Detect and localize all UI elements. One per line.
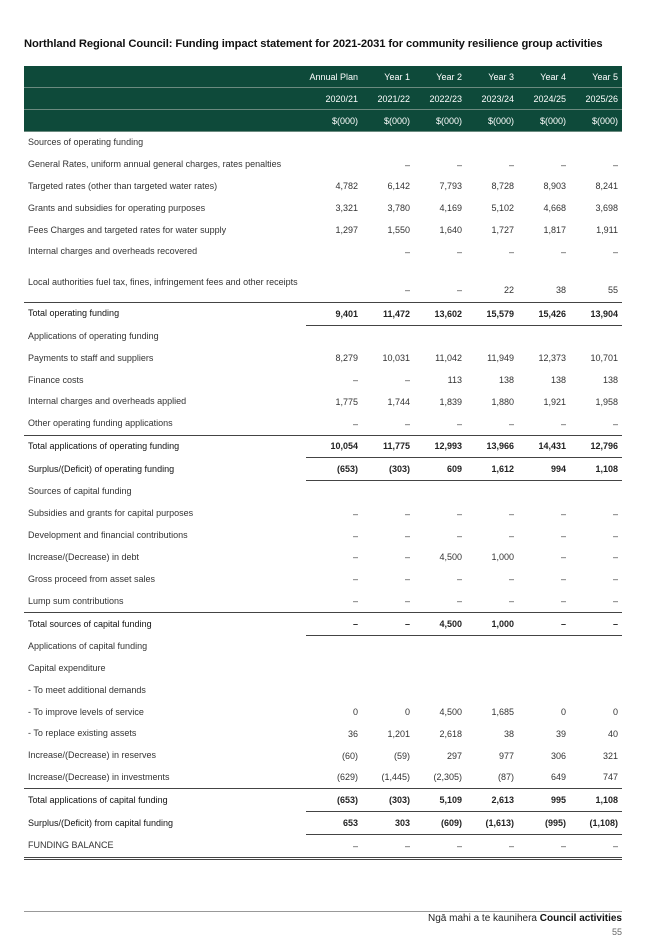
value-cell: [518, 679, 570, 701]
value-cell: 9,401: [306, 302, 362, 325]
value-cell: [362, 481, 414, 503]
table-row: [24, 789, 622, 812]
table-row: [24, 391, 622, 413]
value-cell: 0: [612, 707, 618, 718]
value-cell: 1,911: [596, 225, 618, 236]
value-cell: 1,000: [466, 612, 518, 635]
value-cell: –: [362, 612, 414, 635]
table-row: [24, 547, 622, 569]
value-cell: –: [612, 552, 618, 563]
value-cell: 297: [446, 750, 462, 761]
value-cell: –: [414, 590, 466, 612]
value-cell: [518, 481, 570, 503]
value-cell: –: [518, 612, 570, 635]
value-cell: 609: [414, 458, 466, 481]
table-body: [24, 132, 622, 859]
value-cell: –: [560, 508, 566, 519]
header-row-years: [24, 88, 622, 110]
value-cell: –: [612, 574, 618, 585]
value-cell: [306, 263, 362, 303]
value-cell: 13,966: [466, 435, 518, 458]
value-cell: 11,042: [435, 353, 462, 364]
value-cell: 14,431: [518, 435, 570, 458]
header-cell: 2024/25: [518, 88, 570, 110]
table-row: [24, 325, 622, 347]
value-cell: 12,796: [570, 435, 622, 458]
header-cell: [24, 88, 306, 110]
value-cell: –: [414, 834, 466, 858]
value-cell: 1,775: [335, 396, 358, 407]
value-cell: 0: [352, 707, 358, 718]
funding-impact-table: [24, 66, 622, 860]
value-cell: 1,612: [466, 458, 518, 481]
value-cell: –: [508, 246, 514, 257]
table-row: [24, 481, 622, 503]
value-cell: –: [404, 574, 410, 585]
table-row: [24, 568, 622, 590]
value-cell: 5,109: [414, 789, 466, 812]
table-row: [24, 154, 622, 176]
value-cell: 994: [518, 458, 570, 481]
value-cell: –: [518, 834, 570, 858]
value-cell: (303): [362, 789, 414, 812]
value-cell: [466, 481, 518, 503]
value-cell: –: [570, 834, 622, 858]
table-row: [24, 503, 622, 525]
value-cell: [306, 635, 362, 657]
value-cell: 3,321: [335, 203, 358, 214]
value-cell: –: [560, 159, 566, 170]
value-cell: –: [352, 530, 358, 541]
row-label: Total applications of capital funding: [28, 794, 168, 805]
value-cell: 0: [404, 707, 410, 718]
value-cell: 1,839: [439, 396, 462, 407]
value-cell: –: [612, 508, 618, 519]
row-label: Applications of capital funding: [28, 640, 148, 651]
table-row: [24, 176, 622, 198]
value-cell: (60): [341, 750, 358, 761]
table-row: [24, 612, 622, 635]
value-cell: 113: [447, 375, 462, 386]
value-cell: –: [306, 413, 362, 435]
value-cell: (609): [414, 812, 466, 835]
value-cell: 15,579: [466, 302, 518, 325]
value-cell: [414, 481, 466, 503]
value-cell: –: [414, 413, 466, 435]
row-label: Sources of operating funding: [28, 137, 144, 148]
footer-divider: [24, 911, 622, 912]
value-cell: –: [518, 590, 570, 612]
value-cell: [362, 325, 414, 347]
row-label: - To improve levels of service: [28, 706, 144, 717]
value-cell: 11,472: [362, 302, 414, 325]
value-cell: 10,701: [590, 353, 618, 364]
value-cell: 995: [518, 789, 570, 812]
table-row: [24, 635, 622, 657]
table-row: [24, 834, 622, 858]
value-cell: 4,169: [439, 203, 462, 214]
value-cell: –: [362, 834, 414, 858]
value-cell: –: [466, 413, 518, 435]
value-cell: –: [362, 590, 414, 612]
value-cell: [570, 635, 622, 657]
table-row: [24, 219, 622, 241]
value-cell: [518, 132, 570, 154]
value-cell: [362, 635, 414, 657]
value-cell: –: [570, 413, 622, 435]
row-label: FUNDING BALANCE: [24, 834, 306, 858]
value-cell: –: [404, 159, 410, 170]
header-cell: $(000): [518, 110, 570, 132]
value-cell: –: [456, 159, 462, 170]
value-cell: (1,613): [466, 812, 518, 835]
value-cell: (303): [362, 458, 414, 481]
value-cell: (629): [306, 767, 362, 789]
value-cell: –: [352, 552, 358, 563]
value-cell: 1,685: [491, 707, 514, 718]
row-label: Increase/(Decrease) in reserves: [28, 750, 157, 761]
row-label: Internal charges and overheads applied: [28, 396, 187, 407]
value-cell: 40: [607, 728, 618, 739]
value-cell: 12,373: [538, 353, 566, 364]
value-cell: –: [466, 834, 518, 858]
table-row: [24, 132, 622, 154]
header-cell: 2022/23: [414, 88, 466, 110]
value-cell: –: [612, 246, 618, 257]
value-cell: –: [612, 159, 618, 170]
value-cell: [306, 679, 362, 701]
value-cell: [570, 325, 622, 347]
value-cell: –: [404, 530, 410, 541]
value-cell: 138: [550, 375, 566, 386]
value-cell: 22: [466, 263, 518, 303]
table-row: [24, 435, 622, 458]
page-number: 55: [611, 927, 622, 937]
table-row: [24, 197, 622, 219]
value-cell: –: [508, 530, 514, 541]
value-cell: –: [306, 834, 362, 858]
value-cell: [466, 658, 518, 680]
value-cell: 1,000: [491, 552, 514, 563]
row-label: Targeted rates (other than targeted water rates): [28, 180, 218, 191]
header-cell: Year 4: [518, 66, 570, 88]
value-cell: 1,297: [335, 225, 358, 236]
value-cell: 4,668: [543, 203, 566, 214]
value-cell: 7,793: [439, 181, 462, 192]
table-row: [24, 679, 622, 701]
value-cell: 8,903: [543, 181, 566, 192]
value-cell: –: [570, 612, 622, 635]
value-cell: 1,880: [491, 396, 514, 407]
value-cell: –: [508, 574, 514, 585]
value-cell: [414, 132, 466, 154]
table-row: [24, 347, 622, 369]
table-row: [24, 745, 622, 767]
value-cell: (1,108): [570, 812, 622, 835]
row-label: Finance costs: [28, 374, 84, 385]
value-cell: [306, 658, 362, 680]
row-label: Sources of capital funding: [28, 486, 132, 497]
value-cell: 1,550: [387, 225, 410, 236]
table-row: [24, 458, 622, 481]
value-cell: –: [306, 612, 362, 635]
table-row: [24, 369, 622, 391]
value-cell: 1,108: [570, 458, 622, 481]
value-cell: 39: [555, 728, 566, 739]
value-cell: 55: [570, 263, 622, 303]
value-cell: –: [456, 246, 462, 257]
value-cell: 1,817: [543, 225, 566, 236]
value-cell: 977: [498, 750, 514, 761]
value-cell: [518, 325, 570, 347]
value-cell: 321: [602, 750, 618, 761]
value-cell: 1,108: [570, 789, 622, 812]
table-row: [24, 525, 622, 547]
header-cell: 2025/26: [570, 88, 622, 110]
row-label: General Rates, uniform annual general charges, rates penalties: [28, 159, 282, 170]
value-cell: [466, 325, 518, 347]
header-cell: 2023/24: [466, 88, 518, 110]
header-row-units: [24, 110, 622, 132]
value-cell: –: [466, 590, 518, 612]
row-label: Subsidies and grants for capital purposes: [28, 508, 194, 519]
value-cell: 2,613: [466, 789, 518, 812]
value-cell: [306, 154, 362, 176]
footer-text: Ngā mahi a te kaunihera: [428, 913, 537, 924]
value-cell: 38: [518, 263, 570, 303]
footer-section: Council activities: [539, 913, 622, 924]
row-label: Surplus/(Deficit) from capital funding: [28, 817, 174, 828]
header-cell: 2021/22: [362, 88, 414, 110]
value-cell: 1,640: [439, 225, 462, 236]
page-title: Northland Regional Council: Funding impact statement for 2021-2031 for community resilience group activities: [24, 38, 603, 50]
row-label: Development and financial contributions: [28, 530, 188, 541]
row-label: Other operating funding applications: [24, 413, 306, 435]
header-cell: Year 5: [570, 66, 622, 88]
value-cell: –: [570, 590, 622, 612]
value-cell: 306: [550, 750, 566, 761]
value-cell: [414, 635, 466, 657]
value-cell: –: [560, 530, 566, 541]
value-cell: 2,618: [439, 728, 462, 739]
row-label: - To replace existing assets: [28, 728, 137, 739]
row-label: Increase/(Decrease) in debt: [28, 551, 140, 562]
row-label: Payments to staff and suppliers: [28, 352, 154, 363]
header-cell: Year 3: [466, 66, 518, 88]
table-row: [24, 658, 622, 680]
value-cell: –: [352, 508, 358, 519]
value-cell: –: [560, 574, 566, 585]
value-cell: –: [306, 590, 362, 612]
value-cell: 1,958: [595, 396, 618, 407]
value-cell: (653): [306, 458, 362, 481]
value-cell: –: [404, 375, 410, 386]
row-label: Total operating funding: [28, 308, 120, 319]
value-cell: [466, 132, 518, 154]
value-cell: [362, 132, 414, 154]
value-cell: –: [456, 530, 462, 541]
row-label: Grants and subsidies for operating purposes: [28, 202, 206, 213]
value-cell: –: [404, 246, 410, 257]
value-cell: 8,241: [595, 181, 618, 192]
header-row-period: [24, 66, 622, 88]
value-cell: 0: [560, 707, 566, 718]
value-cell: 1,921: [543, 396, 566, 407]
value-cell: [570, 658, 622, 680]
row-label: Increase/(Decrease) in investments: [24, 767, 306, 789]
value-cell: –: [352, 375, 358, 386]
value-cell: 36: [347, 728, 358, 739]
value-cell: 12,993: [414, 435, 466, 458]
value-cell: –: [352, 574, 358, 585]
value-cell: [306, 481, 362, 503]
row-label: Internal charges and overheads recovered: [28, 246, 198, 257]
value-cell: 13,904: [570, 302, 622, 325]
value-cell: [518, 635, 570, 657]
value-cell: [466, 635, 518, 657]
row-label: Total sources of capital funding: [28, 618, 152, 629]
value-cell: [414, 325, 466, 347]
header-cell: Year 1: [362, 66, 414, 88]
header-cell: $(000): [414, 110, 466, 132]
table-row: [24, 767, 622, 789]
value-cell: –: [362, 413, 414, 435]
row-label: Local authorities fuel tax, fines, infringement fees and other receipts: [24, 263, 306, 303]
table-row: [24, 413, 622, 435]
row-label: Fees Charges and targeted rates for water supply: [28, 224, 227, 235]
value-cell: (87): [466, 767, 518, 789]
header-cell: Annual Plan: [306, 66, 362, 88]
value-cell: –: [404, 552, 410, 563]
value-cell: 10,031: [382, 353, 410, 364]
page-footer: [428, 913, 622, 924]
value-cell: 11,949: [487, 353, 514, 364]
value-cell: 4,500: [414, 612, 466, 635]
header-cell: $(000): [466, 110, 518, 132]
value-cell: [306, 132, 362, 154]
value-cell: 4,500: [439, 707, 462, 718]
value-cell: 8,279: [335, 353, 358, 364]
value-cell: –: [518, 413, 570, 435]
value-cell: –: [560, 246, 566, 257]
table-row: [24, 241, 622, 263]
value-cell: 138: [498, 375, 514, 386]
value-cell: –: [508, 159, 514, 170]
value-cell: [414, 658, 466, 680]
header-cell: 2020/21: [306, 88, 362, 110]
row-label: Applications of operating funding: [28, 330, 159, 341]
header-cell: [24, 66, 306, 88]
value-cell: [570, 481, 622, 503]
value-cell: 4,782: [335, 181, 358, 192]
value-cell: 15,426: [518, 302, 570, 325]
header-cell: $(000): [306, 110, 362, 132]
table-row: [24, 701, 622, 723]
table-row: [24, 590, 622, 612]
value-cell: 747: [570, 767, 622, 789]
value-cell: 653: [306, 812, 362, 835]
value-cell: –: [560, 552, 566, 563]
header-cell: Year 2: [414, 66, 466, 88]
value-cell: –: [456, 508, 462, 519]
value-cell: –: [414, 263, 466, 303]
row-label: Total applications of operating funding: [28, 441, 180, 452]
value-cell: 1,201: [387, 728, 410, 739]
value-cell: –: [404, 508, 410, 519]
value-cell: 1,727: [491, 225, 514, 236]
value-cell: [362, 679, 414, 701]
value-cell: (2,305): [414, 767, 466, 789]
value-cell: (1,445): [362, 767, 414, 789]
row-label: - To meet additional demands: [28, 684, 146, 695]
header-cell: $(000): [362, 110, 414, 132]
value-cell: 10,054: [306, 435, 362, 458]
value-cell: (59): [393, 750, 410, 761]
value-cell: 3,698: [595, 203, 618, 214]
value-cell: 3,780: [387, 203, 410, 214]
header-cell: [24, 110, 306, 132]
table-row: [24, 302, 622, 325]
value-cell: [414, 679, 466, 701]
value-cell: –: [362, 263, 414, 303]
value-cell: 1,744: [387, 396, 410, 407]
value-cell: 13,602: [414, 302, 466, 325]
value-cell: [306, 325, 362, 347]
value-cell: 11,775: [362, 435, 414, 458]
row-label: Gross proceed from asset sales: [28, 573, 156, 584]
value-cell: 38: [503, 728, 514, 739]
row-label: Lump sum contributions: [24, 590, 306, 612]
value-cell: 6,142: [387, 181, 410, 192]
table-row: [24, 723, 622, 745]
table-row: [24, 812, 622, 835]
value-cell: (995): [518, 812, 570, 835]
value-cell: 8,728: [491, 181, 514, 192]
value-cell: (653): [306, 789, 362, 812]
value-cell: –: [456, 574, 462, 585]
value-cell: [466, 679, 518, 701]
header-cell: $(000): [570, 110, 622, 132]
value-cell: [518, 658, 570, 680]
value-cell: 4,500: [439, 552, 462, 563]
row-label: Surplus/(Deficit) of operating funding: [28, 463, 175, 474]
row-label: Capital expenditure: [28, 662, 106, 673]
value-cell: 138: [602, 375, 618, 386]
value-cell: 5,102: [491, 203, 514, 214]
value-cell: [306, 241, 362, 263]
value-cell: 649: [518, 767, 570, 789]
value-cell: [570, 132, 622, 154]
value-cell: –: [612, 530, 618, 541]
table-row: [24, 263, 622, 303]
value-cell: [570, 679, 622, 701]
value-cell: [362, 658, 414, 680]
value-cell: 303: [362, 812, 414, 835]
value-cell: –: [508, 508, 514, 519]
